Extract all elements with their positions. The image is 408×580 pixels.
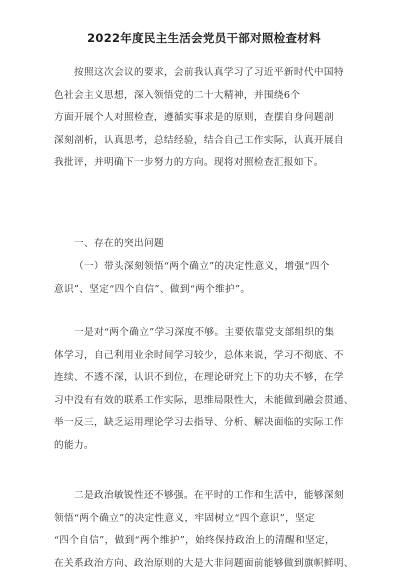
subsection-line: （一）带头深刻领悟“两个确立”的决定性意义，增强“四个 <box>74 261 330 272</box>
paragraph-line: “四个自信”，做到“两个维护”，始终保持政治上的清醒和坚定， <box>54 535 336 546</box>
document-title: 2022年度民主生活会党员干部对照检查材料 <box>87 31 321 45</box>
paragraph-line: 二是政治敏锐性还不够强。在平时的工作和生活中，能够深刻 <box>74 490 344 501</box>
paragraph-line: 领悟“两个确立”的决定性意义，牢固树立“四个意识”，坚定 <box>54 512 316 524</box>
subsection-heading <box>54 256 354 301</box>
paragraph-two <box>54 485 354 575</box>
paragraph-line: 一是对“两个确立”学习深度不够。主要依靠党支部组织的集 <box>74 327 335 338</box>
paragraph-line: 连续、不透不深，认识不到位，在理论研究上下的功夫不够，在学 <box>54 372 344 383</box>
intro-paragraph <box>54 62 354 175</box>
subsection-line: 意识”、坚定“四个自信”、做到“两个维护”。 <box>54 283 251 295</box>
intro-line: 深刻剖析，认真思考，总结经验，结合自己工作实际，认真开展自 <box>54 134 344 146</box>
section-heading: 一、存在的突出问题 <box>74 238 164 249</box>
paragraph-one <box>54 322 354 457</box>
paragraph-line: 体学习，自己利用业余时间学习较少，总体来说，学习不彻底、不 <box>54 349 344 361</box>
paragraph-line: 的能力。 <box>54 439 94 451</box>
paragraph-line: 习中没有有效的联系工作实际，思维局限性大，未能做到融会贯通、 <box>54 394 354 406</box>
section-heading-block <box>54 233 354 256</box>
intro-line: 方面开展个人对照检查，遵循实事求是的原则，查摆自身问题剖 <box>54 112 334 123</box>
intro-line: 色社会主义思想，深入领悟党的二十大精神，并围绕6个 <box>54 89 301 101</box>
paragraph-line: 在关系政治方向、政治原则的大是大非问题面前能够做到旗帜鲜明、 <box>54 557 354 569</box>
paragraph-line: 举一反三，缺乏运用理论学习去指导、分析、解决面临的实际工作 <box>54 417 344 428</box>
intro-line: 我批评，并明确下一步努力的方向。现将对照检查汇报如下。 <box>54 157 324 168</box>
intro-line: 按照这次会议的要求，会前我认真学习了习近平新时代中国特 <box>74 67 344 78</box>
